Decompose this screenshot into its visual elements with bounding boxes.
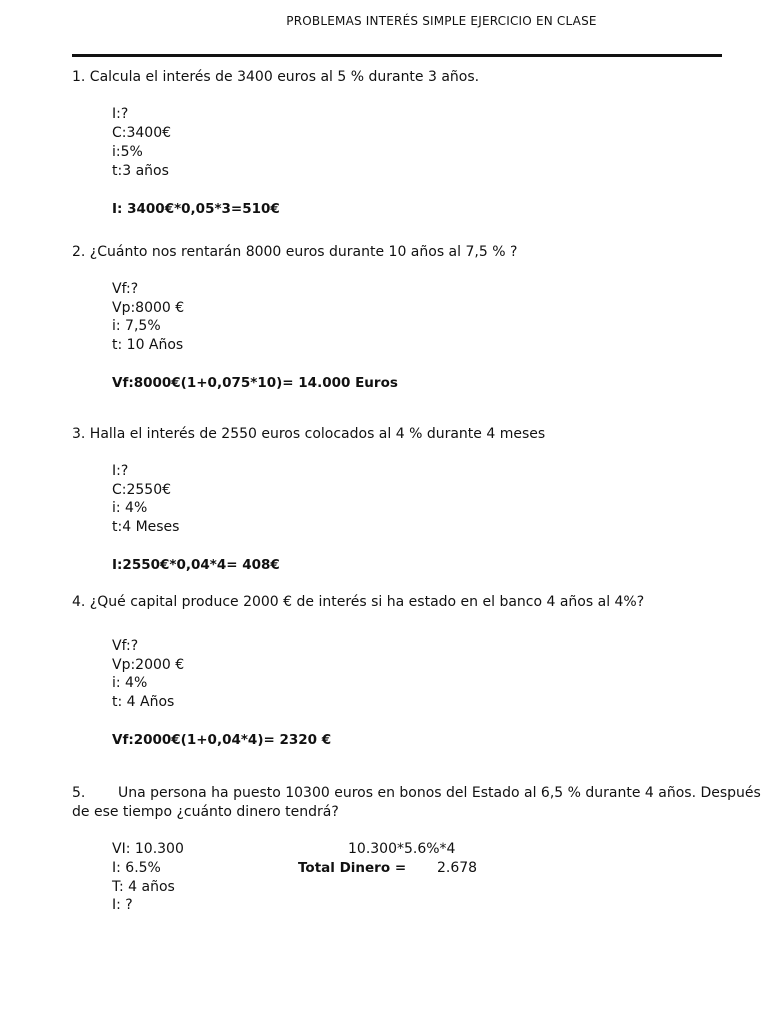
problem-5-total-value: 2.678 [437,860,478,876]
problem-5-var: VI: 10.300 [112,841,184,857]
problem-3-var: C:2550€ [112,482,172,498]
problem-1-var: t:3 años [112,163,169,179]
problem-2-var: Vf:? [112,281,139,297]
problem-2-var: t: 10 Años [112,337,184,353]
problem-4-var: t: 4 Años [112,694,175,710]
problem-3-question: 3. Halla el interés de 2550 euros colocados al 4 % durante 4 meses [72,426,546,442]
problem-5-question-line2: de ese tiempo ¿cuánto dinero tendrá? [72,804,339,820]
problem-1-answer: I: 3400€*0,05*3=510€ [112,201,280,217]
problem-4-var: i: 4% [112,675,148,691]
problem-5-var: I: ? [112,897,133,913]
problem-1-var: i:5% [112,144,143,160]
problem-4-var: Vp:2000 € [112,657,185,673]
problem-3-var: i: 4% [112,500,148,516]
document-header: PROBLEMAS INTERÉS SIMPLE EJERCICIO EN CLASE [286,14,597,28]
problem-2-question: 2. ¿Cuánto nos rentarán 8000 euros durante 10 años al 7,5 % ? [72,244,518,260]
problem-3-answer: I:2550€*0,04*4= 408€ [112,557,280,573]
problem-1-var: I:? [112,106,129,122]
problem-2-var: Vp:8000 € [112,300,185,316]
problem-5-number: 5. [72,785,86,801]
problem-2-var: i: 7,5% [112,318,161,334]
problem-3-var: I:? [112,463,129,479]
problem-3-var: t:4 Meses [112,519,180,535]
problem-5-total-label: Total Dinero = [298,860,407,876]
problem-4-question: 4. ¿Qué capital produce 2000 € de interés si ha estado en el banco 4 años al 4%? [72,594,645,610]
problem-5-var: I: 6.5% [112,860,161,876]
problem-2-answer: Vf:8000€(1+0,075*10)= 14.000 Euros [112,375,398,391]
problem-1-question: 1. Calcula el interés de 3400 euros al 5 % durante 3 años. [72,69,480,85]
header-divider [72,54,722,57]
problem-1-var: C:3400€ [112,125,172,141]
problem-4-var: Vf:? [112,638,139,654]
problem-4-answer: Vf:2000€(1+0,04*4)= 2320 € [112,732,332,748]
problem-5-formula: 10.300*5.6%*4 [348,841,456,857]
problem-5-question-line1: Una persona ha puesto 10300 euros en bonos del Estado al 6,5 % durante 4 años. Después [118,785,761,801]
problem-5-var: T: 4 años [112,879,175,895]
